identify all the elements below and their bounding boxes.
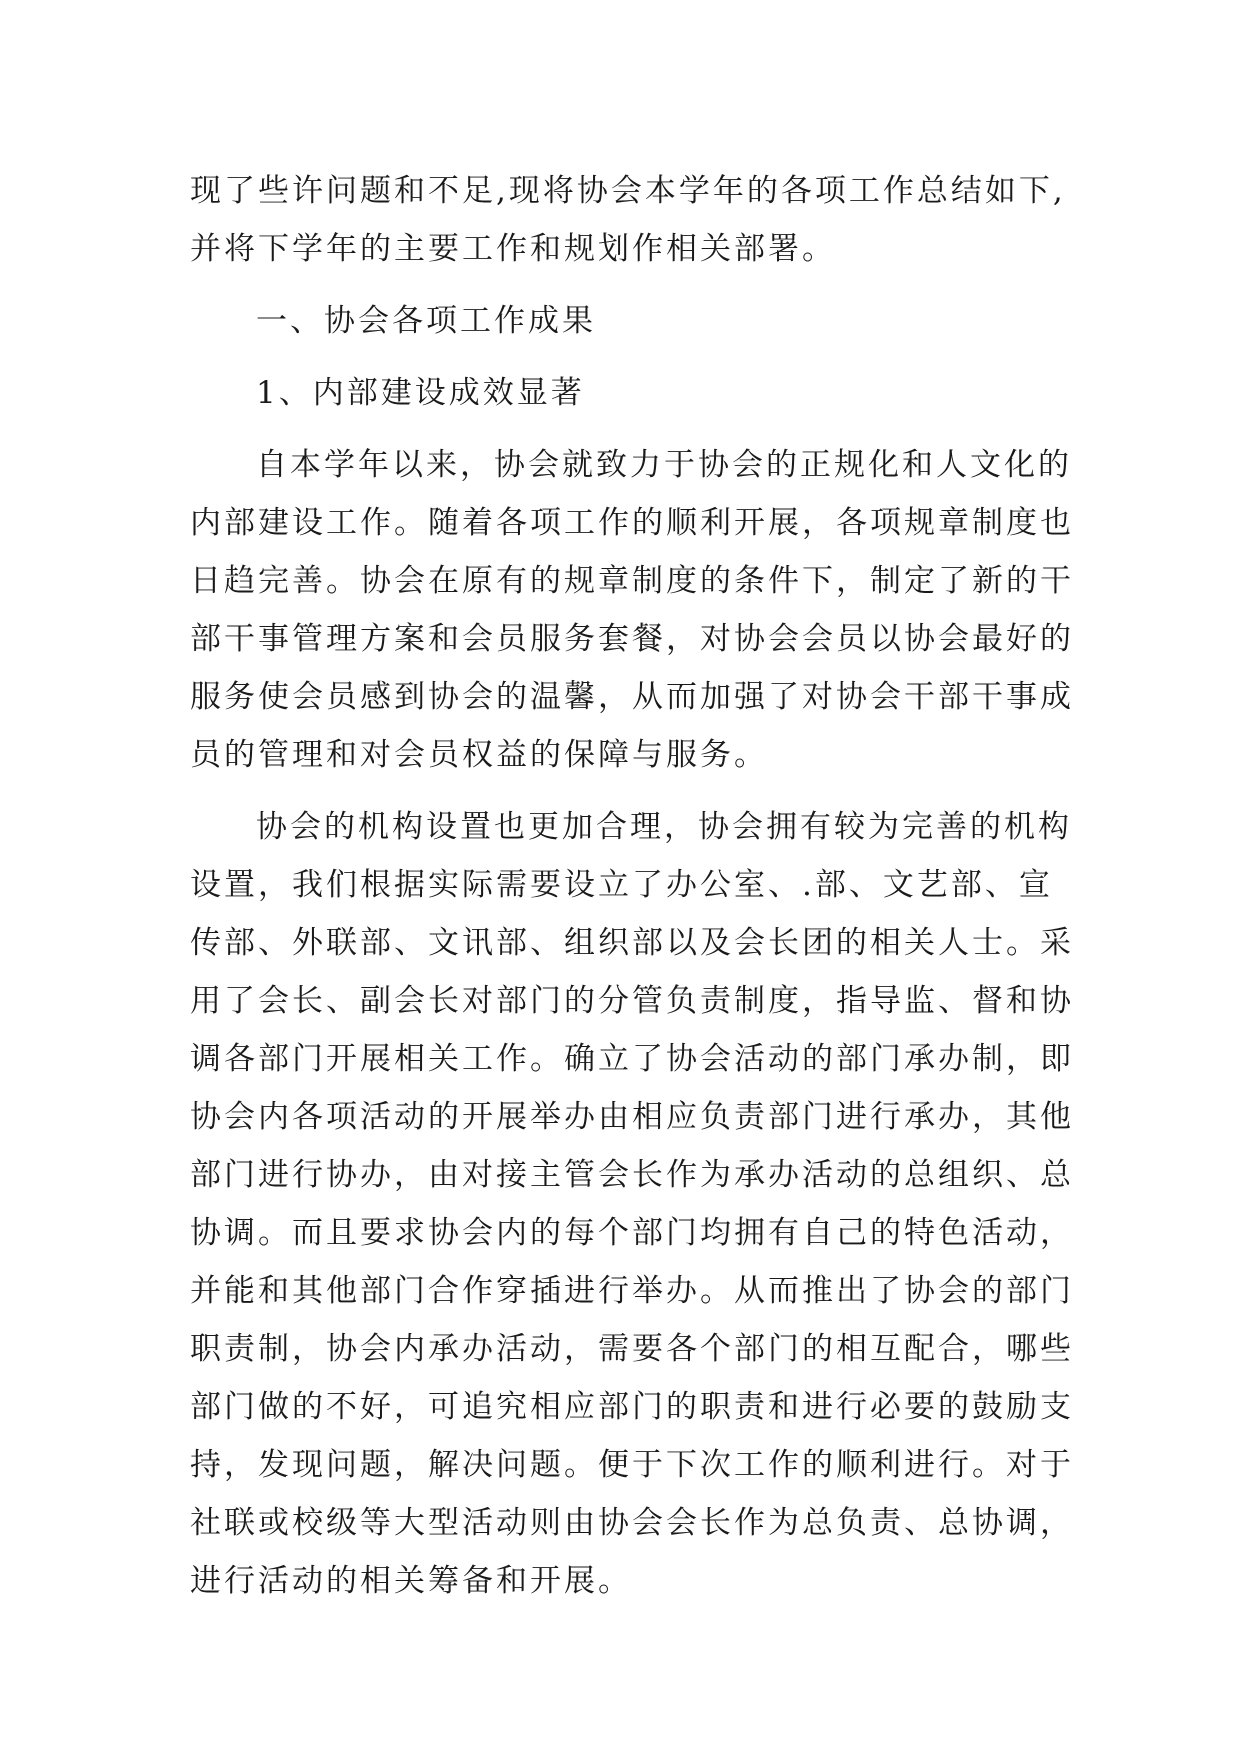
text-line: 持，发现问题，解决问题。便于下次工作的顺利进行。对于 <box>190 1447 1074 1483</box>
text-line: 协会内各项活动的开展举办由相应负责部门进行承办，其他 <box>190 1099 1074 1135</box>
text-line: 调各部门开展相关工作。确立了协会活动的部门承办制，即 <box>190 1041 1074 1077</box>
document-body <box>190 162 1080 1610</box>
subsection-heading <box>190 364 1080 422</box>
text-line: 部干事管理方案和会员服务套餐，对协会会员以协会最好的 <box>190 621 1074 657</box>
paragraph <box>190 436 1080 784</box>
text-line: 传部、外联部、文讯部、组织部以及会长团的相关人士。采 <box>190 925 1074 961</box>
text-line: 员的管理和对会员权益的保障与服务。 <box>190 737 768 773</box>
text-line: 职责制，协会内承办活动，需要各个部门的相互配合，哪些 <box>190 1331 1074 1367</box>
paragraph <box>190 162 1080 278</box>
text-line: 现了些许问题和不足,现将协会本学年的各项工作总结如下, <box>190 173 1066 209</box>
text-line: 一、协会各项工作成果 <box>256 303 596 339</box>
text-line: 用了会长、副会长对部门的分管负责制度，指导监、督和协 <box>190 983 1074 1019</box>
text-line: 部门进行协办，由对接主管会长作为承办活动的总组织、总 <box>190 1157 1074 1193</box>
text-line: 日趋完善。协会在原有的规章制度的条件下，制定了新的干 <box>190 563 1074 599</box>
text-line: 社联或校级等大型活动则由协会会长作为总负责、总协调， <box>190 1505 1074 1541</box>
text-line: 1、内部建设成效显著 <box>256 375 585 411</box>
text-line: 协调。而且要求协会内的每个部门均拥有自己的特色活动， <box>190 1215 1074 1251</box>
text-line: 服务使会员感到协会的温馨，从而加强了对协会干部干事成 <box>190 679 1074 715</box>
text-line: 协会的机构设置也更加合理，协会拥有较为完善的机构 <box>256 809 1072 845</box>
text-line: 进行活动的相关筹备和开展。 <box>190 1563 632 1599</box>
section-heading <box>190 292 1080 350</box>
text-line: 自本学年以来，协会就致力于协会的正规化和人文化的 <box>256 447 1072 483</box>
paragraph <box>190 798 1080 1610</box>
text-line: 设置，我们根据实际需要设立了办公室、.部、文艺部、宣 <box>190 867 1053 903</box>
text-line: 内部建设工作。随着各项工作的顺利开展，各项规章制度也 <box>190 505 1074 541</box>
text-line: 并能和其他部门合作穿插进行举办。从而推出了协会的部门 <box>190 1273 1074 1309</box>
text-line: 部门做的不好，可追究相应部门的职责和进行必要的鼓励支 <box>190 1389 1074 1425</box>
text-line: 并将下学年的主要工作和规划作相关部署。 <box>190 231 836 267</box>
